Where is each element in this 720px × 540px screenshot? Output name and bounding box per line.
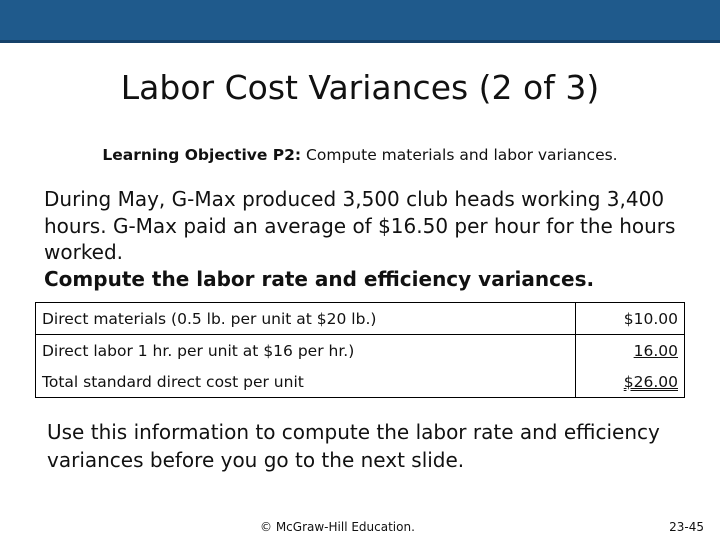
problem-intro-text: During May, G-Max produced 3,500 club heads working 3,400 hours. G-Max paid an average of $16.50 per hour for the hours worked. (44, 187, 676, 264)
slide-header-bar (0, 0, 720, 43)
row-amount-value: $10.00 (623, 309, 678, 328)
row-description: Direct materials (0.5 lb. per unit at $20 lb.) (36, 303, 576, 335)
row-amount-value: $26.00 (623, 372, 678, 391)
standard-cost-table (35, 302, 685, 398)
row-amount-value: 16.00 (633, 341, 678, 360)
row-amount (576, 303, 685, 335)
learning-objective-label: Learning Objective P2: (102, 146, 302, 164)
instruction-note: Use this information to compute the labor rate and efficiency variances before you go to the next slide. (47, 420, 660, 472)
slide-footer (0, 518, 720, 538)
table-row (36, 335, 685, 367)
slide-title: Labor Cost Variances (2 of 3) (120, 68, 600, 107)
problem-task-text: Compute the labor rate and efficiency variances. (44, 266, 595, 291)
table-row (36, 366, 685, 398)
learning-objective-text: Compute materials and labor variances. (301, 146, 618, 164)
problem-statement (44, 186, 694, 292)
row-description: Total standard direct cost per unit (36, 366, 576, 398)
table-row (36, 303, 685, 335)
page-number: 23-45 (669, 520, 704, 534)
copyright-text: © McGraw-Hill Education. (260, 520, 415, 534)
row-amount (576, 335, 685, 367)
learning-objective (0, 143, 720, 167)
row-amount (576, 366, 685, 398)
row-description: Direct labor 1 hr. per unit at $16 per hr.) (36, 335, 576, 367)
